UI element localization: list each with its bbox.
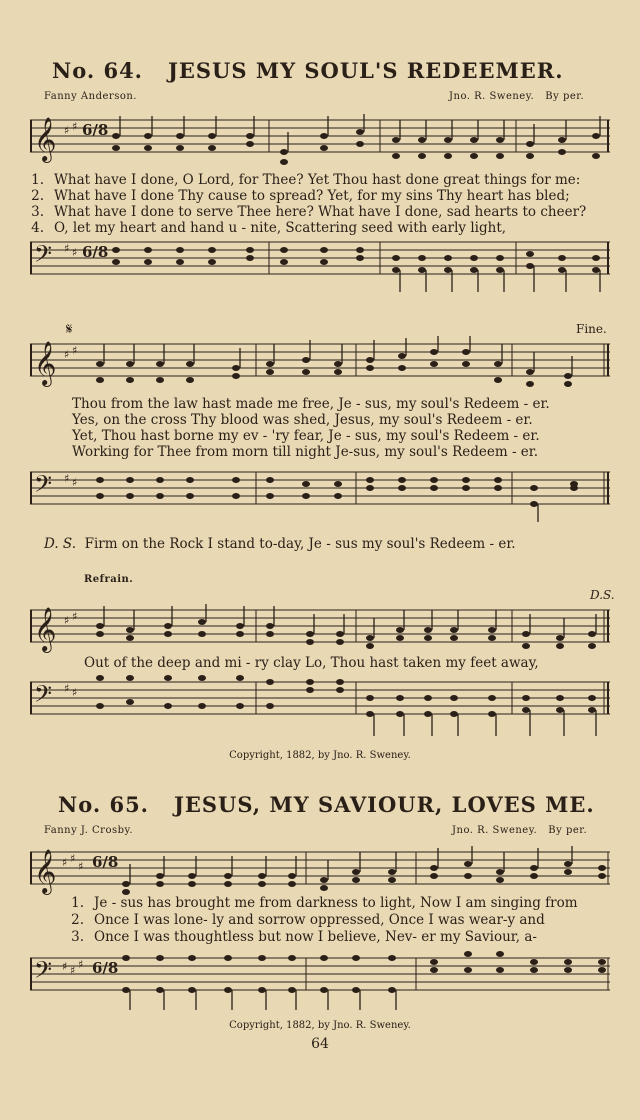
svg-text:𝄢: 𝄢 (34, 470, 53, 503)
treble-clef-icon: 𝄞 (34, 117, 57, 161)
hymn-64-treble-staff-2 (30, 336, 614, 392)
hymn-64-heading (52, 58, 564, 83)
svg-text:♯: ♯ (72, 120, 78, 133)
svg-text:6/8: 6/8 (92, 959, 119, 977)
fine-marker: Fine. (576, 322, 607, 336)
bass-clef-icon: 𝄢 (34, 240, 53, 273)
svg-text:♯: ♯ (70, 964, 76, 977)
hymn-65-verse-3-line-1: 3. Once I was thoughtless but now I believe, Nev- er my Saviour, a- (71, 929, 537, 945)
svg-text:♯: ♯ (64, 242, 70, 255)
segno-icon: 𝄋 (66, 320, 73, 338)
refrain-label: Refrain. (84, 574, 134, 585)
refrain-bass-staff (30, 672, 614, 748)
svg-text:♯: ♯ (64, 682, 70, 695)
svg-text:♯: ♯ (64, 614, 70, 627)
hymn-65-treble-staff (30, 844, 614, 900)
hymn-65-heading (58, 792, 595, 817)
hymn-65-time-signature: 6/8 (92, 853, 119, 871)
svg-text:6/8: 6/8 (82, 243, 109, 261)
svg-text:𝄞: 𝄞 (34, 849, 57, 893)
svg-text:♯: ♯ (78, 860, 84, 873)
svg-text:♯: ♯ (72, 610, 78, 623)
hymn-64-permission: By per. (545, 91, 585, 102)
hymn-65-bass-staff (30, 948, 614, 1018)
hymn-64-bass-staff-2 (30, 466, 614, 526)
hymn-64-verse-4-line-2: Working for Thee from morn till night Je-sus, my soul's Redeem - er. (72, 444, 539, 460)
hymn-65-number: No. 65. (58, 792, 149, 817)
hymn-64-verse-2-line-2: Yes, on the cross Thy blood was shed, Jesus, my soul's Redeem - er. (72, 412, 533, 428)
hymn-64-verse-2-line-1: 2. What have I done Thy cause to spread? Yet, for my sins Thy heart has bled; (31, 188, 570, 204)
hymn-64-composer-name: Jno. R. Sweney. (449, 91, 535, 102)
hymn-64-author: Fanny Anderson. (44, 91, 137, 102)
hymn-64-verse-4-line-1: 4. O, let my heart and hand u - nite, Scattering seed with early light, (31, 220, 507, 236)
svg-text:♯: ♯ (78, 958, 84, 971)
hymn-64-verse-1-line-1: 1. What have I done, O Lord, for Thee? Yet Thou hast done great things for me: (31, 172, 581, 188)
hymn-64-composer (449, 91, 584, 102)
ds-text: Firm on the Rock I stand to-day, Je - sus my soul's Redeem - er. (84, 536, 516, 552)
hymn-65-composer-name: Jno. R. Sweney. (452, 825, 538, 836)
svg-text:♯: ♯ (72, 476, 78, 489)
hymn-65-verse-1-line-1: 1. Je - sus has brought me from darkness to light, Now I am singing from (71, 895, 578, 911)
hymn-65-author: Fanny J. Crosby. (44, 825, 134, 836)
svg-text:𝄞: 𝄞 (34, 607, 57, 651)
svg-text:♯: ♯ (72, 344, 78, 357)
hymn-64-title: JESUS MY SOUL'S REDEEMER. (167, 58, 564, 83)
svg-text:♯: ♯ (62, 960, 68, 973)
hymn-64-verse-3-line-1: 3. What have I done to serve Thee here? What have I done, sad hearts to cheer? (31, 204, 587, 220)
svg-text:𝄢: 𝄢 (34, 956, 53, 989)
svg-text:♯: ♯ (62, 856, 68, 869)
hymn-64-bass-staff-1 (30, 236, 614, 306)
hymn-64-treble-staff-1 (30, 112, 614, 172)
svg-text:♯: ♯ (70, 852, 76, 865)
hymn-64-copyright: Copyright, 1882, by Jno. R. Sweney. (229, 750, 411, 761)
hymn-65-copyright: Copyright, 1882, by Jno. R. Sweney. (229, 1020, 411, 1031)
hymn-65-permission: By per. (548, 825, 588, 836)
hymn-65-title: JESUS, MY SAVIOUR, LOVES ME. (173, 792, 595, 817)
hymn-65-composer (452, 825, 587, 836)
svg-text:♯: ♯ (64, 472, 70, 485)
svg-text:♯: ♯ (64, 348, 70, 361)
ds-label: D. S. (44, 536, 76, 552)
refrain-ds-marker: D.S. (590, 588, 615, 602)
ds-line (44, 536, 516, 552)
svg-text:♯: ♯ (64, 124, 70, 137)
hymn-64-verse-1-line-2: Thou from the law hast made me free, Je - sus, my soul's Redeem - er. (72, 396, 550, 412)
svg-text:𝄞: 𝄞 (34, 341, 57, 385)
hymn-64-verse-3-line-2: Yet, Thou hast borne my ev - 'ry fear, Je - sus, my soul's Redeem - er. (72, 428, 540, 444)
page-number: 64 (311, 1036, 329, 1052)
svg-text:𝄢: 𝄢 (34, 680, 53, 713)
hymn-65-verse-2-line-1: 2. Once I was lone- ly and sorrow oppressed, Once I was wear-y and (71, 912, 545, 928)
svg-text:♯: ♯ (72, 686, 78, 699)
refrain-treble-staff (30, 602, 614, 654)
svg-text:♯: ♯ (72, 246, 78, 259)
refrain-lyrics: Out of the deep and mi - ry clay Lo, Thou hast taken my feet away, (84, 655, 539, 671)
hymn-64-number: No. 64. (52, 58, 143, 83)
time-signature: 6/8 (82, 121, 109, 139)
